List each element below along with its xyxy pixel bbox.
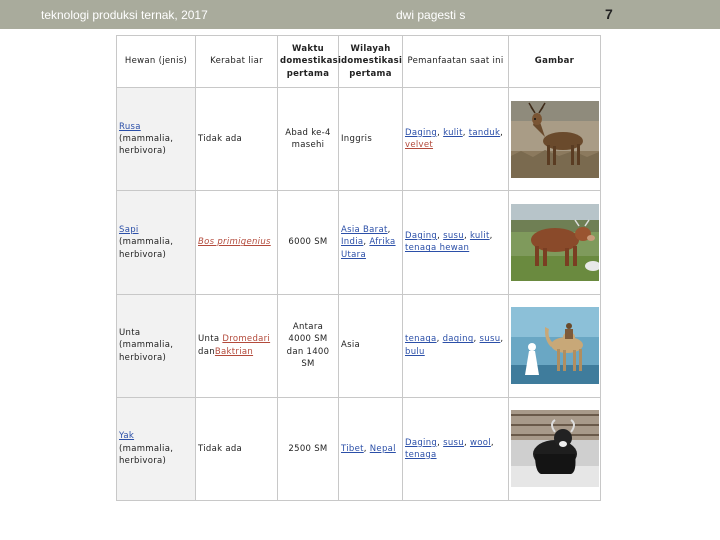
header-kerabat: Kerabat liar: [196, 36, 278, 88]
animal-name-link[interactable]: Yak: [119, 431, 135, 442]
waktu-cell: 2500 SM: [278, 397, 339, 500]
animal-name-link[interactable]: Rusa: [119, 121, 141, 132]
wild-relative-link[interactable]: Bos primigenius: [198, 237, 271, 248]
kerabat-cell: Tidak ada: [196, 88, 278, 191]
header-wilayah: Wilayah domestikasi pertama: [339, 36, 403, 88]
use-link[interactable]: tenaga: [405, 449, 437, 460]
kerabat-mid: dan: [198, 346, 215, 357]
course-title: teknologi produksi ternak, 2017: [41, 8, 208, 22]
author-name: dwi pagesti s: [396, 8, 466, 22]
waktu-cell: Abad ke-4 masehi: [278, 88, 339, 191]
domestication-table: [116, 35, 601, 501]
header-hewan: Hewan (jenis): [117, 36, 196, 88]
wilayah-cell: Asia: [339, 294, 403, 397]
use-link[interactable]: susu: [479, 334, 501, 345]
use-link[interactable]: velvet: [405, 140, 434, 151]
use-link[interactable]: bulu: [405, 346, 425, 357]
region-link[interactable]: Tibet: [341, 443, 364, 454]
animal-class: (mammalia, herbivora): [119, 237, 174, 260]
uses-cell: Daging, susu, wool, tenaga: [403, 397, 509, 500]
region-link[interactable]: Afrika Utara: [341, 237, 396, 260]
deer-photo: [511, 101, 599, 178]
animal-class: (mammalia, herbivora): [119, 443, 174, 467]
table-header-row: [117, 36, 601, 88]
kerabat-cell: Tidak ada: [196, 397, 278, 500]
table-row: [117, 397, 601, 500]
use-link[interactable]: wool: [469, 437, 491, 448]
baktrian-link[interactable]: Baktrian: [214, 346, 254, 357]
table-row: [117, 88, 601, 191]
yak-photo: [511, 410, 599, 487]
waktu-cell: 6000 SM: [278, 191, 339, 294]
cattle-photo: [511, 204, 599, 281]
wilayah-cell: Asia Barat, India, Afrika Utara: [339, 191, 403, 294]
image-cell: [509, 397, 601, 500]
kerabat-prefix: Unta: [198, 334, 220, 345]
image-cell: [509, 294, 601, 397]
image-cell: [509, 88, 601, 191]
wilayah-cell: Inggris: [339, 88, 403, 191]
wilayah-cell: Tibet, Nepal: [339, 397, 403, 500]
header-waktu: Waktu domestikasi pertama: [278, 36, 339, 88]
table-row: [117, 191, 601, 294]
animal-class: (mammalia, herbivora): [119, 340, 174, 363]
animal-class: (mammalia, herbivora): [119, 133, 174, 157]
uses-cell: Daging, kulit, tanduk, velvet: [403, 88, 509, 191]
region-link[interactable]: Asia Barat: [341, 224, 388, 235]
slide-header-bar: [0, 0, 720, 29]
animal-cell: [117, 88, 196, 191]
use-link[interactable]: Daging: [405, 127, 438, 138]
use-link[interactable]: kulit: [443, 127, 463, 138]
use-link[interactable]: kulit: [469, 231, 490, 242]
use-link[interactable]: daging: [442, 334, 474, 345]
animal-cell: [117, 191, 196, 294]
animal-cell: [117, 397, 196, 500]
region-link[interactable]: Nepal: [369, 443, 396, 454]
use-link[interactable]: tanduk: [468, 127, 501, 138]
region-link[interactable]: India: [341, 237, 364, 248]
use-link[interactable]: tenaga hewan: [405, 243, 470, 254]
animal-cell: [117, 294, 196, 397]
use-link[interactable]: tenaga: [405, 334, 437, 345]
page-number: 7: [605, 6, 613, 22]
uses-cell: tenaga, daging, susu, bulu: [403, 294, 509, 397]
camel-photo: [511, 307, 599, 384]
kerabat-cell: [196, 191, 278, 294]
table-row: [117, 294, 601, 397]
use-link[interactable]: Daging: [405, 231, 438, 242]
waktu-cell: Antara 4000 SM dan 1400 SM: [278, 294, 339, 397]
kerabat-cell: [196, 294, 278, 397]
image-cell: [509, 191, 601, 294]
uses-cell: Daging, susu, kulit, tenaga hewan: [403, 191, 509, 294]
use-link[interactable]: susu: [443, 231, 464, 242]
use-link[interactable]: susu: [443, 437, 464, 448]
animal-name-link[interactable]: Sapi: [119, 224, 139, 235]
dromedari-link[interactable]: Dromedari: [222, 334, 271, 345]
animal-name: Unta: [119, 328, 141, 339]
use-link[interactable]: Daging: [405, 437, 438, 448]
header-pemanfaatan: Pemanfaatan saat ini: [403, 36, 509, 88]
header-gambar: Gambar: [509, 36, 601, 88]
